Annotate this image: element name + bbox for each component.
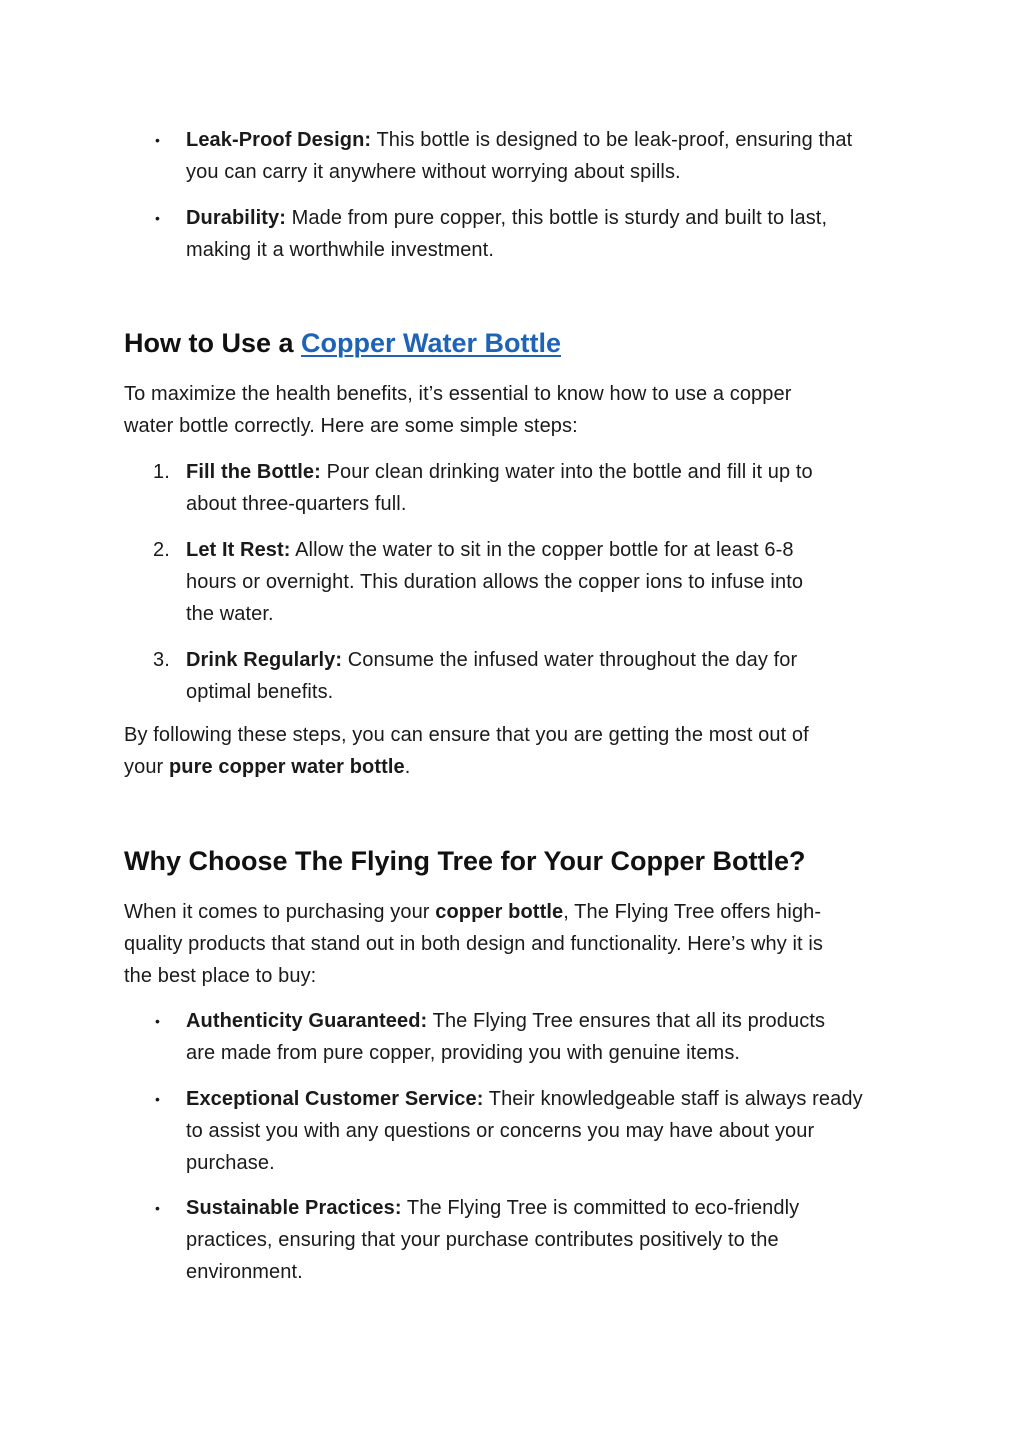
item-text: to assist you with any questions or concerns you may have about your (186, 1120, 815, 1142)
intro-paragraph (124, 378, 904, 442)
item-text: The Flying Tree ensures that all its products (427, 1010, 826, 1032)
item-text: Allow the water to sit in the copper bottle for at least 6-8 (290, 539, 794, 561)
item-text: The Flying Tree is committed to eco-friendly (401, 1197, 800, 1219)
paragraph-text: your (124, 756, 169, 778)
item-label: Leak-Proof Design: (186, 129, 372, 151)
outro-paragraph (124, 719, 904, 783)
item-text: you can carry it anywhere without worrying about spills. (186, 161, 681, 183)
item-text: This bottle is designed to be leak-proof, ensuring that (371, 129, 853, 151)
item-label: Fill the Bottle: (186, 461, 321, 483)
item-text: optimal benefits. (186, 681, 334, 703)
copper-water-bottle-link[interactable]: Copper Water Bottle (301, 328, 562, 358)
paragraph-line: To maximize the health benefits, it’s essential to know how to use a copper (124, 383, 792, 405)
item-label: Exceptional Customer Service: (186, 1088, 484, 1110)
paragraph-line: water bottle correctly. Here are some simple steps: (124, 415, 578, 437)
why-intro-paragraph (124, 896, 904, 992)
step-number: 1. (153, 461, 170, 483)
item-text: hours or overnight. This duration allows the copper ions to infuse into (186, 571, 804, 593)
item-text: practices, ensuring that your purchase contributes positively to the (186, 1229, 779, 1251)
heading-text: How to Use a (124, 328, 302, 358)
bullet-marker: • (155, 1200, 161, 1216)
steps-list (0, 456, 1024, 708)
item-text: are made from pure copper, providing you with genuine items. (186, 1042, 741, 1064)
bullet-marker: • (155, 1091, 161, 1107)
bullet-marker: • (155, 132, 161, 148)
paragraph-text: , The Flying Tree offers high- (563, 901, 822, 923)
item-label: Durability: (186, 207, 286, 229)
item-text: about three-quarters full. (186, 493, 407, 515)
reasons-list (0, 1005, 1024, 1288)
paragraph-text: . (404, 756, 411, 778)
item-text: Made from pure copper, this bottle is sturdy and built to last, (286, 207, 828, 229)
item-label: Let It Rest: (186, 539, 291, 561)
list-item (0, 1083, 1024, 1192)
item-text: making it a worthwhile investment. (186, 239, 494, 261)
item-label: Sustainable Practices: (186, 1197, 402, 1219)
list-item (0, 456, 1024, 534)
step-number: 2. (153, 539, 170, 561)
section-heading-how-to-use (124, 326, 561, 360)
bullet-marker: • (155, 210, 161, 226)
list-item (0, 644, 1024, 708)
section-heading-why-choose: Why Choose The Flying Tree for Your Copper Bottle? (124, 846, 806, 876)
bullet-marker: • (155, 1013, 161, 1029)
item-label: Authenticity Guaranteed: (186, 1010, 428, 1032)
emphasis-text: copper bottle (435, 901, 564, 923)
emphasis-text: pure copper water bottle (168, 756, 405, 778)
list-item (0, 1192, 1024, 1288)
item-text: purchase. (186, 1152, 275, 1174)
item-text: Pour clean drinking water into the bottle and fill it up to (320, 461, 813, 483)
item-label: Drink Regularly: (186, 649, 343, 671)
item-text: Consume the infused water throughout the day for (342, 649, 798, 671)
paragraph-line: quality products that stand out in both design and functionality. Here’s why it is (124, 933, 823, 955)
item-text: environment. (186, 1261, 303, 1283)
paragraph-line: By following these steps, you can ensure that you are getting the most out of (124, 724, 809, 746)
list-item (0, 534, 1024, 644)
list-item (0, 1005, 1024, 1083)
paragraph-text: When it comes to purchasing your (124, 901, 436, 923)
features-list (0, 124, 1024, 266)
paragraph-line: the best place to buy: (124, 965, 317, 987)
item-text: Their knowledgeable staff is always ready (483, 1088, 863, 1110)
item-text: the water. (186, 603, 274, 625)
list-item (0, 202, 1024, 266)
step-number: 3. (153, 649, 170, 671)
list-item (0, 124, 1024, 202)
